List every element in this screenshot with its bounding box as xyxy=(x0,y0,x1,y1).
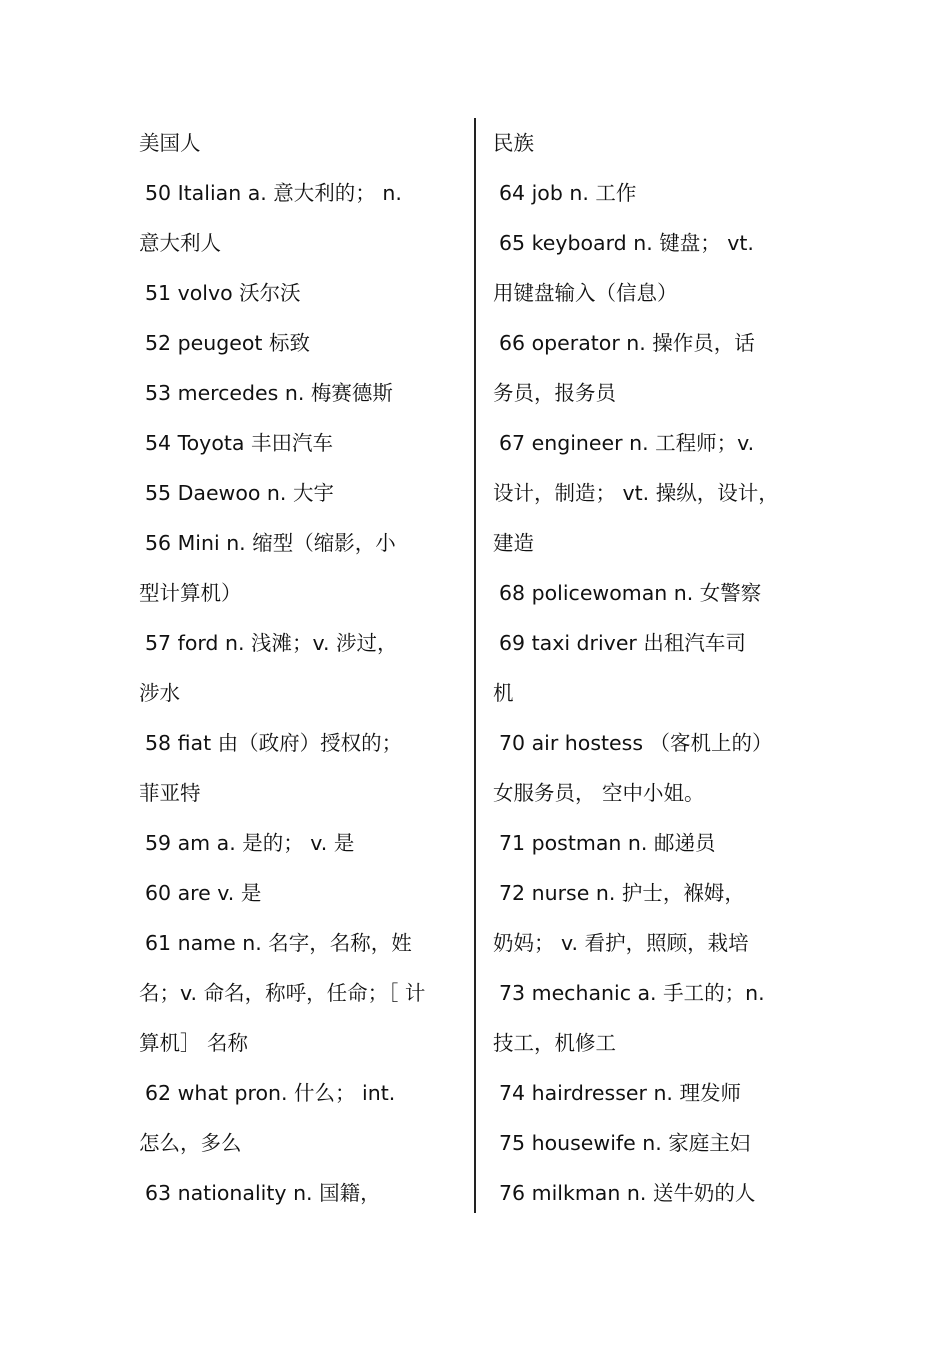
vocab-text: 68 policewoman n. 女警察 xyxy=(499,581,762,605)
left-column-line xyxy=(139,868,465,918)
left-column-line xyxy=(139,1068,465,1118)
right-column-line xyxy=(493,618,813,668)
vocab-text: 设计，制造； vt. 操纵，设计， xyxy=(493,481,779,505)
vocab-text: 65 keyboard n. 键盘； vt. xyxy=(499,231,754,255)
vocab-text: 59 am a. 是的； v. 是 xyxy=(145,831,355,855)
vocab-text: 用键盘输入（信息） xyxy=(493,281,678,305)
vocab-text: 63 nationality n. 国籍， xyxy=(145,1181,381,1205)
vocab-text: 64 job n. 工作 xyxy=(499,181,637,205)
left-column-line xyxy=(139,518,465,568)
right-column-line xyxy=(493,568,813,618)
left-column-line xyxy=(139,418,465,468)
vocab-text: 73 mechanic a. 手工的；n. xyxy=(499,981,765,1005)
left-column-line xyxy=(139,568,465,618)
right-column-line xyxy=(493,1018,813,1068)
left-column-line xyxy=(139,368,465,418)
left-column-line xyxy=(139,718,465,768)
right-column-line xyxy=(493,818,813,868)
vocab-text: 奶妈； v. 看护，照顾，栽培 xyxy=(493,931,749,955)
vocab-text: 72 nurse n. 护士，褓姆， xyxy=(499,881,745,905)
vocab-text: 61 name n. 名字，名称，姓 xyxy=(145,931,412,955)
right-column-line xyxy=(493,918,813,968)
vocab-text: 52 peugeot 标致 xyxy=(145,331,310,355)
vocab-text: 美国人 xyxy=(139,131,201,155)
vocab-text: 机 xyxy=(493,681,514,705)
right-column-line xyxy=(493,268,813,318)
vocab-text: 66 operator n. 操作员，话 xyxy=(499,331,755,355)
vocab-text: 意大利人 xyxy=(139,231,221,255)
right-column-line xyxy=(493,468,813,518)
left-column-line xyxy=(139,618,465,668)
left-column-line xyxy=(139,668,465,718)
right-column-line xyxy=(493,868,813,918)
vocab-text: 71 postman n. 邮递员 xyxy=(499,831,716,855)
left-column-line xyxy=(139,968,465,1018)
right-column-line xyxy=(493,768,813,818)
right-column-line xyxy=(493,718,813,768)
vocab-text: 务员，报务员 xyxy=(493,381,616,405)
vocab-text: 算机］ 名称 xyxy=(139,1031,249,1055)
vocab-text: 60 are v. 是 xyxy=(145,881,262,905)
left-column-line xyxy=(139,268,465,318)
vocab-text: 民族 xyxy=(493,131,534,155)
vocab-text: 58 fiat 由（政府）授权的； xyxy=(145,731,403,755)
vocab-text: 涉水 xyxy=(139,681,180,705)
left-column xyxy=(139,118,465,1218)
right-column xyxy=(493,118,813,1218)
right-column-line xyxy=(493,118,813,168)
right-column-line xyxy=(493,1168,813,1218)
vocab-text: 74 hairdresser n. 理发师 xyxy=(499,1081,741,1105)
left-column-line xyxy=(139,168,465,218)
vocab-text: 53 mercedes n. 梅赛德斯 xyxy=(145,381,393,405)
vocab-text: 54 Toyota 丰田汽车 xyxy=(145,431,333,455)
left-column-line xyxy=(139,218,465,268)
vocab-text: 69 taxi driver 出租汽车司 xyxy=(499,631,746,655)
right-column-line xyxy=(493,1118,813,1168)
left-column-line xyxy=(139,1018,465,1068)
left-column-line xyxy=(139,118,465,168)
vocab-text: 57 ford n. 浅滩；v. 涉过， xyxy=(145,631,398,655)
right-column-line xyxy=(493,968,813,1018)
left-column-line xyxy=(139,1168,465,1218)
left-column-line xyxy=(139,318,465,368)
right-column-line xyxy=(493,668,813,718)
right-column-line xyxy=(493,368,813,418)
vocab-text: 型计算机） xyxy=(139,581,242,605)
left-column-line xyxy=(139,818,465,868)
right-column-line xyxy=(493,318,813,368)
vocab-text: 62 what pron. 什么； int. xyxy=(145,1081,396,1105)
vocab-text: 50 Italian a. 意大利的； n. xyxy=(145,181,402,205)
vocab-text: 51 volvo 沃尔沃 xyxy=(145,281,301,305)
right-column-line xyxy=(493,518,813,568)
left-column-line xyxy=(139,768,465,818)
right-column-line xyxy=(493,218,813,268)
vocab-text: 75 housewife n. 家庭主妇 xyxy=(499,1131,751,1155)
vocab-text: 55 Daewoo n. 大宇 xyxy=(145,481,334,505)
right-column-line xyxy=(493,168,813,218)
vocab-text: 女服务员， 空中小姐。 xyxy=(493,781,705,805)
left-column-line xyxy=(139,1118,465,1168)
right-column-line xyxy=(493,1068,813,1118)
vocab-text: 名；v. 命名，称呼，任命；［ 计 xyxy=(139,981,426,1005)
vocab-text: 67 engineer n. 工程师；v. xyxy=(499,431,755,455)
vocab-text: 怎么，多么 xyxy=(139,1131,242,1155)
vocab-text: 技工，机修工 xyxy=(493,1031,616,1055)
left-column-line xyxy=(139,918,465,968)
right-column-line xyxy=(493,418,813,468)
left-column-line xyxy=(139,468,465,518)
vocab-text: 70 air hostess （客机上的） xyxy=(499,731,773,755)
column-divider xyxy=(474,118,476,1213)
vocab-text: 建造 xyxy=(493,531,534,555)
vocab-text: 菲亚特 xyxy=(139,781,201,805)
vocab-text: 76 milkman n. 送牛奶的人 xyxy=(499,1181,756,1205)
vocab-text: 56 Mini n. 缩型（缩影，小 xyxy=(145,531,396,555)
